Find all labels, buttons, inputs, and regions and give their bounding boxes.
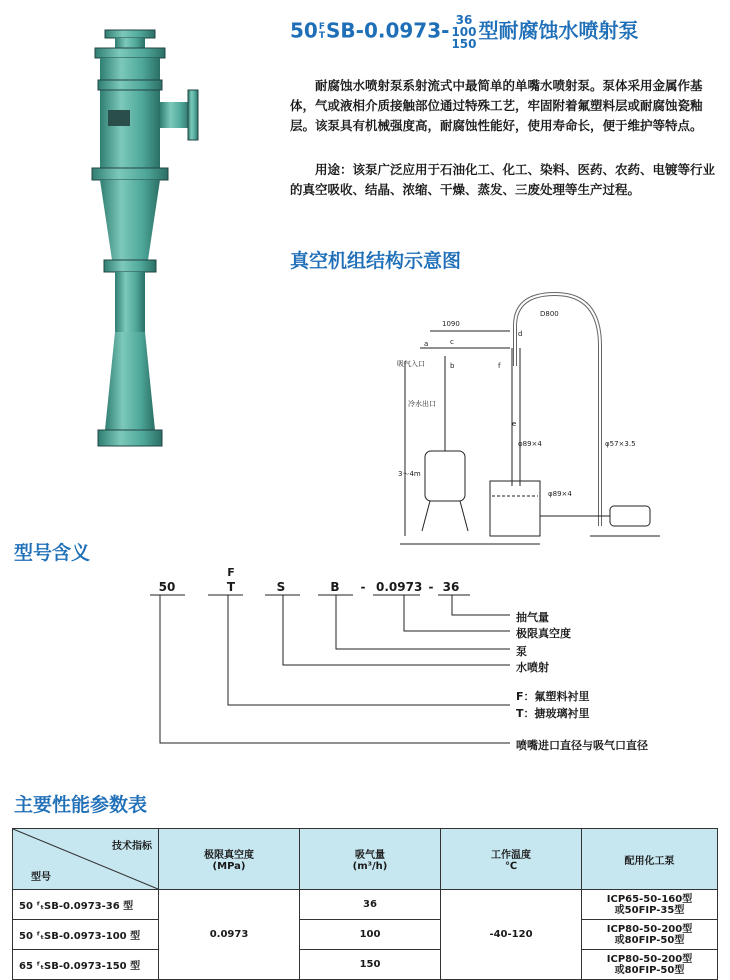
table-row [13, 890, 718, 920]
page-title: 50F TSB-0.0973- 36 100 150型耐腐蚀水喷射泵 [290, 13, 639, 51]
pump-illustration [60, 10, 280, 470]
point-c-label: c [450, 338, 454, 346]
legend-vacuum: 极限真空度 [516, 627, 571, 640]
model-code-diagram [140, 565, 720, 760]
row-pump: ICP65-50-160型 或50FIP-35型 [582, 890, 718, 920]
performance-table [12, 828, 718, 980]
legend-f-lining: F：氟塑料衬里 [516, 690, 590, 703]
code-s: S [276, 580, 286, 594]
code-b: B [330, 580, 340, 594]
vacuum-unit-diagram [397, 286, 710, 576]
header-spec: 技术指标 [112, 841, 152, 852]
legend-water-jet: 水喷射 [516, 661, 549, 674]
code-f: F [227, 566, 235, 579]
ft-stack: F T [318, 22, 325, 41]
row-temp: -40-120 [441, 890, 582, 980]
pipe-89b-label: φ89×4 [548, 490, 572, 498]
point-d-label: d [518, 330, 523, 338]
header-pump: 配用化工泵 [582, 829, 718, 890]
row-model: 50 ᶠₜSB-0.0973-36 型 [13, 890, 159, 920]
table-heading: 主要性能参数表 [14, 794, 148, 816]
code-dash-2: - [428, 580, 434, 594]
point-b-label: b [450, 362, 455, 370]
row-pump: ICP80-50-200型 或80FIP-50型 [582, 950, 718, 980]
point-a-label: a [424, 340, 429, 348]
legend-t-lining: T：搪玻璃衬里 [516, 707, 590, 720]
pipe-89-label: φ89×4 [518, 440, 542, 448]
table-row [13, 950, 718, 980]
row-flow: 36 [300, 890, 441, 920]
legend-diameter: 喷嘴进口直径与吸气口直径 [516, 739, 648, 752]
legend-pump: 泵 [516, 645, 527, 658]
dim-1090-label: 1090 [442, 320, 460, 328]
table-header-row [13, 829, 718, 890]
pipe-57-label: φ57×3.5 [605, 440, 636, 448]
code-vacuum: 0.0973 [376, 580, 423, 594]
diag-header-cell [13, 829, 159, 890]
code-dash-1: - [360, 580, 366, 594]
header-vacuum: 极限真空度 (MPa) [159, 829, 300, 890]
row-flow: 100 [300, 920, 441, 950]
diagram-heading: 真空机组结构示意图 [290, 250, 462, 272]
header-model: 型号 [31, 872, 51, 883]
header-temp: 工作温度 ℃ [441, 829, 582, 890]
row-vacuum: 0.0973 [159, 890, 300, 980]
dia-800-label: D800 [540, 310, 559, 318]
row-model: 50 ᶠₜSB-0.0973-100 型 [13, 920, 159, 950]
air-inlet-label: 吸气入口 [397, 360, 425, 368]
size-stack: 36 100 150 [451, 13, 477, 51]
row-flow: 150 [300, 950, 441, 980]
point-f-label: f [498, 362, 501, 370]
code-t: T [226, 580, 236, 594]
point-e-label: e [512, 420, 517, 428]
water-out-label: 冷水出口 [408, 400, 436, 408]
table-row [13, 920, 718, 950]
code-50: 50 [158, 580, 176, 594]
legend-flow: 抽气量 [516, 611, 549, 624]
intro-paragraph: 耐腐蚀水喷射泵系射流式中最简单的单嘴水喷射泵。泵体采用金属作基体，气或液相介质接触部位通过特殊工艺，牢固附着氟塑料层或耐腐蚀瓷釉层。该泵具有机械强度高，耐腐蚀性能好，使用寿命长，便于维护等特点。 [290, 78, 703, 133]
row-model: 65 ᶠₜSB-0.0973-150 型 [13, 950, 159, 980]
model-meaning-heading: 型号含义 [14, 542, 91, 564]
code-flow: 36 [442, 580, 460, 594]
row-pump: ICP80-50-200型 或80FIP-50型 [582, 920, 718, 950]
height-label: 3～4m [398, 470, 421, 478]
usage-paragraph: 用途：该泵广泛应用于石油化工、化工、染料、医药、农药、电镀等行业的真空吸收、结晶、浓缩、干燥、蒸发、三废处理等生产过程。 [290, 162, 716, 197]
header-flow: 吸气量 (m³/h) [300, 829, 441, 890]
